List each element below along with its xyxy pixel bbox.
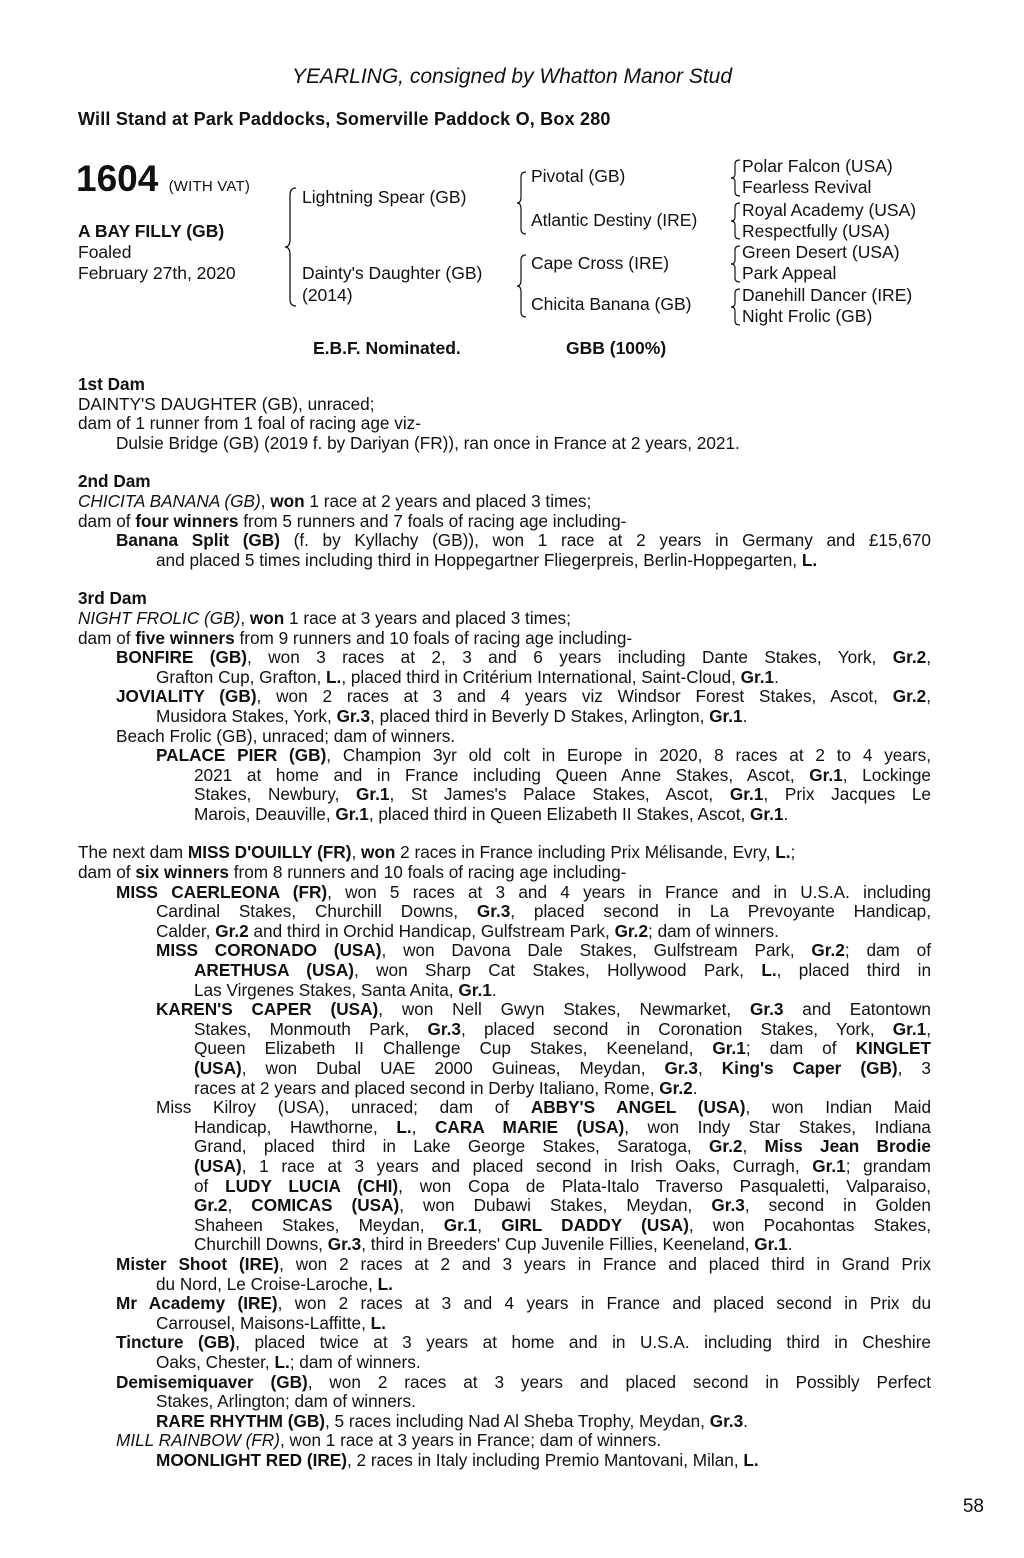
ebf-nomination: E.B.F. Nominated.	[313, 338, 461, 358]
pedigree-brace-g3-3	[730, 245, 742, 283]
sire-sire: Pivotal (GB)	[531, 166, 626, 186]
produce-entry: Oaks, Chester, L.; dam of winners.	[156, 1351, 421, 1372]
sire-dam: Atlantic Destiny (IRE)	[531, 210, 698, 230]
gbb-status: GBB (100%)	[566, 338, 667, 358]
produce-entry: and placed 5 times including third in Hoppegartner Fliegerpreis, Berlin-Hoppegarten, L.	[156, 549, 818, 570]
produce-entry: JOVIALITY (GB), won 2 races at 3 and 4 years viz Windsor Forest Stakes, Ascot, Gr.2,	[116, 686, 931, 707]
produce-entry: Marois, Deauville, Gr.1, placed third in Queen Elizabeth II Stakes, Ascot, Gr.1.	[194, 803, 789, 824]
second-dam-line: dam of four winners from 5 runners and 7 foals of racing age including-	[78, 510, 627, 531]
produce-entry: races at 2 years and placed second in Derby Italiano, Rome, Gr.2.	[194, 1077, 698, 1098]
produce-entry: PALACE PIER (GB), Champion 3yr old colt in Europe in 2020, 8 races at 2 to 4 years,	[156, 745, 932, 766]
g3-ancestor: Fearless Revival	[742, 177, 872, 197]
pedigree-brace-g3-1	[730, 159, 742, 197]
g3-ancestor: Polar Falcon (USA)	[742, 156, 893, 176]
pedigree-brace-g3-4	[730, 288, 742, 326]
produce-entry: Gr.2, COMICAS (USA), won Dubawi Stakes, Meydan, Gr.3, second in Golden	[194, 1195, 931, 1216]
produce-entry: Musidora Stakes, York, Gr.3, placed third in Beverly D Stakes, Arlington, Gr.1.	[156, 705, 748, 726]
third-dam-line: dam of five winners from 9 runners and 10 foals of racing age including-	[78, 627, 633, 648]
produce-entry: (USA), won Dubal UAE 2000 Guineas, Meydan, Gr.3, King's Caper (GB), 3	[194, 1058, 931, 1078]
g3-ancestor: Danehill Dancer (IRE)	[742, 285, 913, 305]
pedigree-brace-dam	[516, 254, 528, 318]
produce-entry: Demisemiquaver (GB), won 2 races at 3 years and placed second in Possibly Perfect	[116, 1371, 931, 1392]
produce-entry: Tincture (GB), placed twice at 3 years at home and in U.S.A. including third in Cheshire	[116, 1332, 931, 1353]
page-number: 58	[962, 1496, 984, 1517]
produce-entry: (USA), 1 race at 3 years and placed second in Irish Oaks, Curragh, Gr.1; grandam	[194, 1155, 931, 1176]
second-dam-heading: 2nd Dam	[78, 471, 151, 492]
produce-entry: Mister Shoot (IRE), won 2 races at 2 and 3 years in France and placed third in Grand Prix	[116, 1253, 931, 1274]
produce-entry: Beach Frolic (GB), unraced; dam of winners.	[116, 725, 456, 746]
produce-entry: KAREN'S CAPER (USA), won Nell Gwyn Stakes, Newmarket, Gr.3 and Eatontown	[156, 999, 931, 1020]
produce-entry: Queen Elizabeth II Challenge Cup Stakes, Keeneland, Gr.1; dam of KINGLET	[194, 1038, 931, 1059]
produce-entry: BONFIRE (GB), won 3 races at 2, 3 and 6 years including Dante Stakes, York, Gr.2,	[116, 647, 931, 668]
produce-entry: Grafton Cup, Grafton, L., placed third in Critérium International, Saint-Cloud, Gr.1.	[156, 666, 779, 687]
produce-entry: MISS CAERLEONA (FR), won 5 races at 3 and 4 years in France and in U.S.A. including	[116, 881, 931, 902]
third-dam-line: NIGHT FROLIC (GB), won 1 race at 3 years and placed 3 times;	[78, 607, 571, 628]
produce-entry: Dulsie Bridge (GB) (2019 f. by Dariyan (FR)), ran once in France at 2 years, 2021.	[116, 432, 740, 453]
produce-entry: ARETHUSA (USA), won Sharp Cat Stakes, Hollywood Park, L., placed third in	[194, 960, 931, 981]
dam-sire: Cape Cross (IRE)	[531, 253, 670, 273]
dam-year: (2014)	[302, 285, 353, 305]
second-dam-line: CHICITA BANANA (GB), won 1 race at 2 years and placed 3 times;	[78, 490, 592, 511]
g3-ancestor: Royal Academy (USA)	[742, 200, 917, 220]
horse-name: A BAY FILLY (GB)	[78, 221, 225, 241]
produce-entry: Calder, Gr.2 and third in Orchid Handicap, Gulfstream Park, Gr.2; dam of winners.	[156, 920, 779, 941]
dam-dam: Chicita Banana (GB)	[531, 294, 692, 314]
first-dam-line: dam of 1 runner from 1 foal of racing age viz-	[78, 413, 421, 434]
produce-entry: Carrousel, Maisons-Laffitte, L.	[156, 1312, 386, 1333]
first-dam-line: DAINTY'S DAUGHTER (GB), unraced;	[78, 393, 375, 414]
produce-entry: Stakes, Arlington; dam of winners.	[156, 1391, 416, 1412]
pedigree-brace-g3-2	[730, 202, 742, 240]
g3-ancestor: Respectfully (USA)	[742, 221, 890, 241]
catalogue-header: YEARLING, consigned by Whatton Manor Stud	[291, 65, 733, 88]
first-dam-heading: 1st Dam	[78, 374, 145, 394]
produce-entry: Grand, placed third in Lake George Stakes, Saratoga, Gr.2, Miss Jean Brodie	[194, 1136, 931, 1157]
produce-entry: RARE RHYTHM (GB), 5 races including Nad Al Sheba Trophy, Meydan, Gr.3.	[156, 1410, 748, 1431]
produce-entry: Churchill Downs, Gr.3, third in Breeders' Cup Juvenile Fillies, Keeneland, Gr.1.	[194, 1234, 793, 1255]
produce-entry: Stakes, Newbury, Gr.1, St James's Palace Stakes, Ascot, Gr.1, Prix Jacques Le	[194, 784, 931, 805]
dam: Dainty's Daughter (GB)	[302, 263, 483, 283]
produce-entry: Cardinal Stakes, Churchill Downs, Gr.3, placed second in La Prevoyante Handicap,	[156, 901, 931, 922]
produce-entry: of LUDY LUCIA (CHI), won Copa de Plata-Italo Traverso Pasqualetti, Valparaiso,	[194, 1175, 932, 1196]
next-dam-line: The next dam MISS D'OUILLY (FR), won 2 races in France including Prix Mélisande, Evry, L.;	[78, 842, 796, 863]
produce-entry: Mr Academy (IRE), won 2 races at 3 and 4 years in France and placed second in Prix du	[116, 1293, 931, 1314]
lot-number	[76, 157, 250, 209]
produce-entry: MOONLIGHT RED (IRE), 2 races in Italy including Premio Mantovani, Milan, L.	[156, 1449, 759, 1470]
produce-entry: Shaheen Stakes, Meydan, Gr.1, GIRL DADDY (USA), won Pocahontas Stakes,	[194, 1214, 931, 1235]
produce-entry: 2021 at home and in France including Queen Anne Stakes, Ascot, Gr.1, Lockinge	[194, 764, 931, 785]
produce-entry: Banana Split (GB) (f. by Kyllachy (GB)), won 1 race at 2 years in Germany and £15,670	[116, 530, 931, 551]
next-dam-line: dam of six winners from 8 runners and 10 foals of racing age including-	[78, 862, 627, 883]
vat-note: (WITH VAT)	[168, 178, 251, 195]
foaled-label: Foaled	[78, 242, 132, 262]
g3-ancestor: Park Appeal	[742, 263, 837, 283]
foaled-date: February 27th, 2020	[78, 263, 236, 283]
g3-ancestor: Night Frolic (GB)	[742, 306, 873, 326]
stand-location: Will Stand at Park Paddocks, Somerville Paddock O, Box 280	[78, 109, 611, 129]
produce-entry: Miss Kilroy (USA), unraced; dam of ABBY'S ANGEL (USA), won Indian Maid	[156, 1097, 932, 1118]
pedigree-brace-sire	[516, 171, 528, 235]
sire: Lightning Spear (GB)	[302, 187, 467, 207]
g3-ancestor: Green Desert (USA)	[742, 242, 900, 262]
lot-number-value: 1604	[76, 158, 159, 199]
produce-entry: Handicap, Hawthorne, L., CARA MARIE (USA), won Indy Star Stakes, Indiana	[194, 1116, 931, 1137]
third-dam-heading: 3rd Dam	[78, 588, 147, 609]
produce-entry: Stakes, Monmouth Park, Gr.3, placed second in Coronation Stakes, York, Gr.1,	[194, 1018, 931, 1039]
pedigree-brace-main	[284, 187, 298, 307]
produce-record	[78, 375, 931, 1470]
produce-entry: Las Virgenes Stakes, Santa Anita, Gr.1.	[194, 979, 497, 1000]
produce-entry: MISS CORONADO (USA), won Davona Dale Stakes, Gulfstream Park, Gr.2; dam of	[156, 940, 931, 961]
produce-entry: MILL RAINBOW (FR), won 1 race at 3 years in France; dam of winners.	[116, 1430, 662, 1451]
produce-entry: du Nord, Le Croise-Laroche, L.	[156, 1273, 393, 1294]
